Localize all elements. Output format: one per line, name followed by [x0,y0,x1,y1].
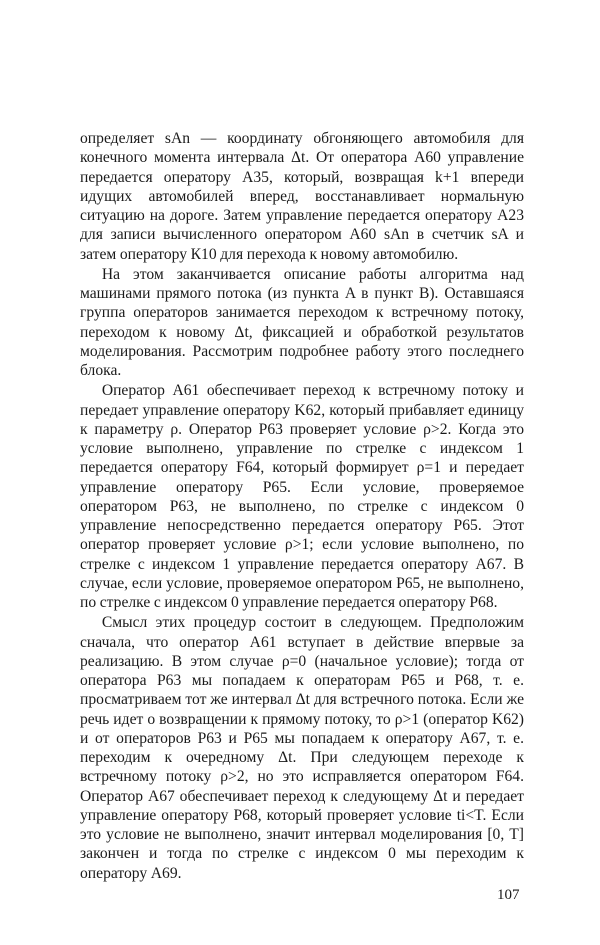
page-number: 107 [497,887,520,903]
paragraph: Смысл этих процедур состоит в следующем. Предположим сначала, что оператор А61 вступает в действие впервые за реализацию. В этом случае ρ=0 (начальное условие); тогда от оператора P63 мы попадаем к операторам P65 и P68, т. е. просматриваем тот же интервал Δt для встречного потока. Если же речь идет о возвращении к прямому потоку, то ρ>1 (оператор K62) и от операторов P63 и P65 мы попадаем к оператору А67, т. е. переходим к очередному Δt. При следующем переходе к встречному потоку ρ>2, но это исправляется оператором F64. Оператор А67 обеспечивает переход к следующему Δt и передает управление оператору P68, который проверяет условие ti<T. Если это условие не выполнено, значит интервал моделирования [0, T] закончен и тогда по стрелке с индексом 0 мы переходим к оператору А69. [80,614,524,882]
body-text [80,129,524,883]
paragraph: На этом заканчивается описание работы алгоритма над машинами прямого потока (из пункта A в пункт B). Оставшаяся группа операторов занимается переходом к встречному потоку, переходом к новому Δt, фиксацией и обработкой результатов моделирования. Рассмотрим подробнее работу этого последнего блока. [80,265,524,379]
paragraph: определяет sAn — координату обгоняющего автомобиля для конечного момента интервала Δt. От оператора А60 управление передается оператору А35, который, возвращая k+1 впереди идущих автомобилей вперед, восстанавливает нормальную ситуацию на дороге. Затем управление передается оператору А23 для записи вычисленного оператором А60 sAn в счетчик sA и затем оператору К10 для перехода к новому автомобилю. [80,130,524,263]
paragraph: Оператор А61 обеспечивает переход к встречному потоку и передает управление оператору K62, который прибавляет единицу к параметру ρ. Оператор P63 проверяет условие ρ>2. Когда это условие выполнено, управление по стрелке с индексом 1 передается оператору F64, который формирует ρ=1 и передает управление оператору P65. Если условие, проверяемое оператором P63, не выполнено, по стрелке с индексом 0 управление непосредственно передается оператору P65. Этот оператор проверяет условие ρ>1; если условие выполнено, по стрелке с индексом 1 управление передается оператору А67. В случае, если условие, проверяемое оператором P65, не выполнено, по стрелке с индексом 0 управление передается оператору P68. [80,382,524,611]
